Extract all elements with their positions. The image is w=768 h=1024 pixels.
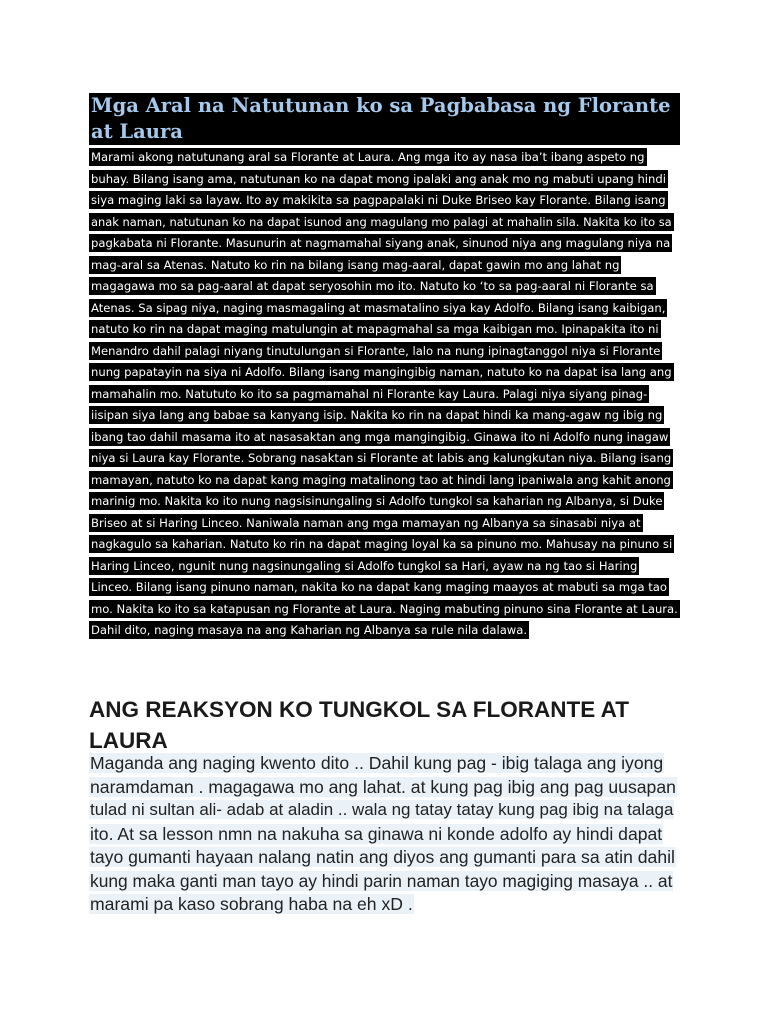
body-line: pagkabata ni Florante. Masunurin at nagmamahal siyang anak, sinunod niya ang magulang niya na [91,236,671,250]
reaction-line: marami pa kaso sobrang haba na eh xD . [90,894,413,914]
title-line-1: Mga Aral na Natutunan ko sa Pagbabasa ng Florante [91,94,671,117]
body-line: mamayan, natuto ko na dapat kang maging matalinong tao at hindi lang ipaniwala ang kahit anong [91,472,671,487]
reaction-line: ito. At sa lesson nmn na nakuha sa ginawa ni konde adolfo ay hindi dapat [90,823,663,844]
reaction-line: tulad ni sultan ali- adab at aladin .. wala ng tatay tatay kung pag ibig na talaga [90,800,674,819]
body-line: niya si Laura kay Florante. Sobrang nasaktan si Florante at labis ang kalungkutan niya. Bilang isang [91,451,672,465]
body-line: Briseo at si Haring Linceo. Naniwala naman ang mga mamayan ng Albanya sa sinasabi niya at [91,515,641,530]
reaction-line: naramdaman . magagawa mo ang lahat. at kung pag ibig ang pag uusapan [90,776,676,797]
body-line: buhay. Bilang isang ama, natutunan ko na dapat mong ipalaki ang anak mo ng mabuti upang hindi [91,171,666,186]
reaction-line: Maganda ang naging kwento dito .. Dahil kung pag - ibig talaga ang iyong [90,753,664,773]
reaction-line: tayo gumanti hayaan nalang natin ang diyos ang gumanti para sa atin dahil [90,847,675,867]
body-line: anak naman, natutunan ko na dapat isunod ang magulang mo palagi at mahalin sila. Nakita ko ito sa [91,214,672,229]
heading-line-1: ANG REAKSYON KO TUNGKOL SA FLORANTE AT [89,697,629,722]
body-line: Linceo. Bilang isang pinuno naman, nakita ko na dapat kang maging maayos at mabuti sa mga tao [91,580,667,594]
body-line: Marami akong natutunang aral sa Florante at Laura. Ang mga ito ay nasa iba’t ibang aspeto ng [91,150,645,164]
reaction-line: kung maka ganti man tayo ay hindi parin naman tayo magiging masaya .. at [90,870,673,891]
section1-title [89,93,680,145]
body-line: mo. Nakita ko ito sa katapusan ng Florante at Laura. Naging mabuting pinuno sina Florante at Laura. [91,601,678,616]
body-line: Dahil dito, naging masaya na ang Kaharian ng Albanya sa rule nila dalawa. [91,623,528,637]
body-line: Atenas. Sa sipag niya, naging masmagaling at masmatalino siya kay Adolfo. Bilang isang kaibigan, [91,300,666,315]
body-line: Menandro dahil palagi niyang tinutulungan si Florante, lalo na nung ipinagtanggol niya si Florante [91,343,661,358]
body-line: mamahalin mo. Natututo ko ito sa pagmamahal ni Florante kay Laura. Palagi niya siyang pinag- [91,386,648,401]
heading-line-2: LAURA [89,728,168,753]
title-line-2: at Laura [91,120,183,143]
body-line: siya maging laki sa layaw. Ito ay makikita sa pagpapalaki ni Duke Briseo kay Florante. Bilang isang [91,193,666,207]
body-line: marinig mo. Nakita ko ito nung nagsisinungaling si Adolfo tungkol sa kaharian ng Albanya, si Duke [91,494,663,508]
body-line: ibang tao dahil masama ito at nasasaktan ang mga mangingibig. Ginawa ito ni Adolfo nung inagaw [91,429,669,444]
body-line: magagawa mo sa pag-aaral at dapat seryosohin mo ito. Natuto ko ‘to sa pag-aaral ni Florante sa [91,279,654,293]
body-line: nung papatayin na siya ni Adolfo. Bilang isang mangingibig naman, natuto ko na dapat isa lang ang [91,365,672,379]
body-line: Haring Linceo, ngunit nung nagsinungaling si Adolfo tungkol sa Hari, ayaw na ng tao si Haring [91,558,638,573]
body-line: nagkagulo sa kaharian. Natuto ko rin na dapat maging loyal ka sa pinuno mo. Mahusay na pinuno si [91,537,673,551]
body-line: natuto ko rin na dapat maging matulungin at mapagmahal sa mga kaibigan mo. Ipinapakita ito ni [91,322,659,336]
body-line: mag-aral sa Atenas. Natuto ko rin na bilang isang mag-aaral, dapat gawin mo ang lahat ng [91,257,620,272]
body-line: iisipan siya lang ang babae sa kanyang isip. Nakita ko rin na dapat hindi ka mang-agaw ng ibig ng [91,408,663,422]
